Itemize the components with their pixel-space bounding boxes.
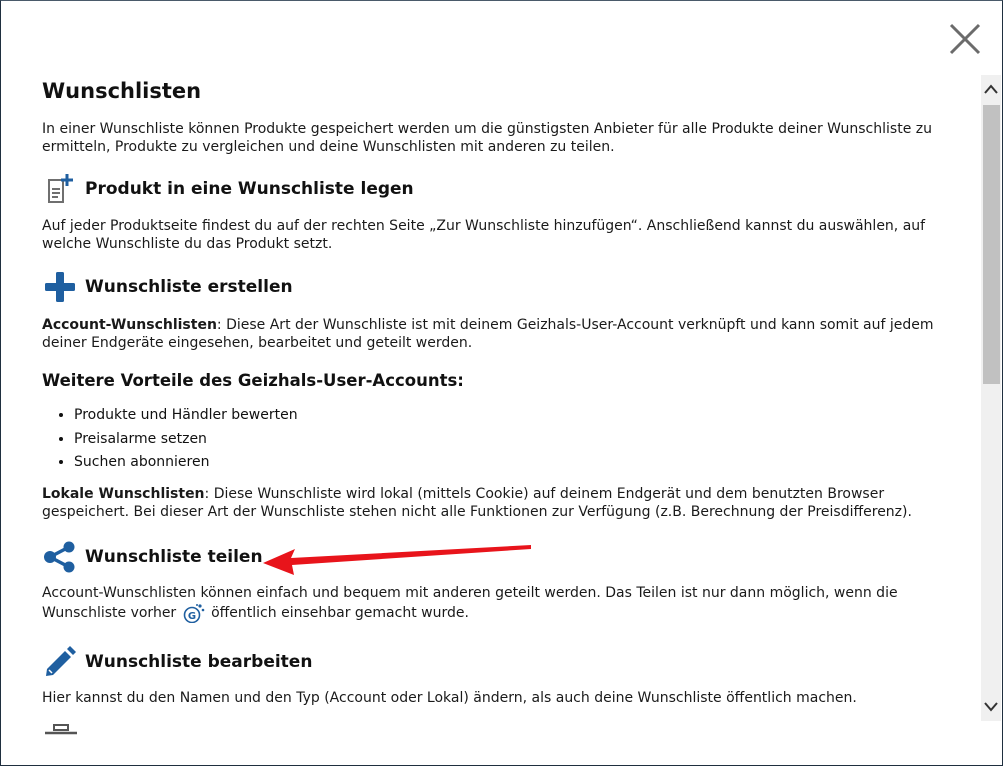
scrollbar-thumb[interactable] xyxy=(983,105,1000,384)
account-wishlists-text xyxy=(42,317,942,352)
section-share-title: Wunschliste teilen xyxy=(85,547,263,567)
section-share-heading xyxy=(42,539,263,575)
scroll-up-button[interactable] xyxy=(981,75,1001,103)
benefits-list xyxy=(42,404,298,475)
section-add-heading xyxy=(42,171,414,207)
pencil-icon xyxy=(42,644,78,680)
plus-icon xyxy=(42,269,78,305)
dialog-title: Wunschlisten xyxy=(42,79,202,103)
public-geizhals-icon xyxy=(183,603,205,623)
local-wishlists-label: Lokale Wunschlisten xyxy=(42,486,205,502)
share-icon xyxy=(42,539,78,575)
section-share-text xyxy=(42,585,942,623)
chevron-down-icon xyxy=(984,702,998,712)
list-item: • Preisalarme setzen xyxy=(74,428,298,452)
annotation-arrow xyxy=(261,541,533,577)
section-create-heading xyxy=(42,269,293,305)
section-add-text: Auf jeder Produktseite findest du auf der rechten Seite „Zur Wunschliste hinzufügen“. Anschließend kannst du auswählen, auf welche Wunschliste du das Produkt setzt. xyxy=(42,218,926,252)
section-create-title: Wunschliste erstellen xyxy=(85,277,293,297)
close-button[interactable] xyxy=(947,21,983,57)
share-text-after: öffentlich einsehbar gemacht wurde. xyxy=(211,604,469,621)
vertical-scrollbar[interactable] xyxy=(981,75,1001,721)
local-wishlists-desc: : Diese Wunschliste wird lokal (mittels Cookie) auf deinem Endgerät und dem benutzten Browser gespeichert. Bei dieser Art der Wunschliste stehen nicht alle Funktionen zur Verfügung (z.B. Berechnung der Preisdifferenz). xyxy=(42,486,912,520)
svg-text:G: G xyxy=(187,610,196,622)
section-edit-title: Wunschliste bearbeiten xyxy=(85,652,313,672)
chevron-up-icon xyxy=(984,84,998,94)
benefits-heading: Weitere Vorteile des Geizhals-User-Accounts: xyxy=(42,371,464,390)
account-wishlists-label: Account-Wunschlisten xyxy=(42,317,217,333)
section-edit-text: Hier kannst du den Namen und den Typ (Account oder Lokal) ändern, als auch deine Wunschliste öffentlich machen. xyxy=(42,690,857,706)
section-add-title: Produkt in eine Wunschliste legen xyxy=(85,179,414,199)
account-wishlists-desc: : Diese Art der Wunschliste ist mit deinem Geizhals-User-Account verknüpft und kann somit auf jedem deiner Endgeräte eingesehen, bearbeitet und geteilt werden. xyxy=(42,317,934,351)
list-item: • Suchen abonnieren xyxy=(74,451,298,475)
list-item: • Produkte und Händler bewerten xyxy=(74,404,298,428)
close-icon xyxy=(947,21,983,57)
add-to-list-icon xyxy=(42,171,78,207)
section-edit-heading xyxy=(42,644,312,680)
scroll-down-button[interactable] xyxy=(981,693,1001,721)
partial-next-icon xyxy=(44,723,78,737)
intro-text: In einer Wunschliste können Produkte gespeichert werden um die günstigsten Anbieter für alle Produkte deiner Wunschliste zu ermitteln, Produkte zu vergleichen und deine Wunschlisten mit anderen zu teilen. xyxy=(42,121,932,155)
share-text-before: Account-Wunschlisten können einfach und bequem mit anderen geteilt werden. Das Teilen ist nur dann möglich, wenn die Wunschliste vorher xyxy=(42,585,898,621)
local-wishlists-text xyxy=(42,486,942,521)
